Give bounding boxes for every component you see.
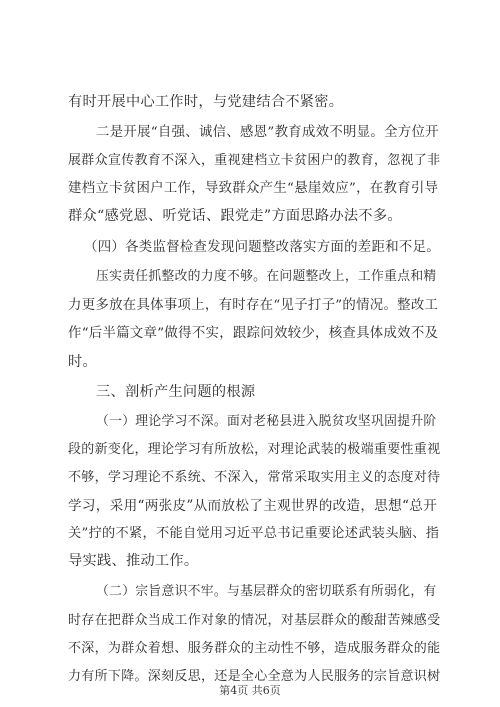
section-heading: 三、剖析产生问题的根源	[96, 384, 256, 400]
body-line: 学习，采用“两张皮”从而放松了主观世界的改造，思想“总开	[68, 498, 438, 514]
body-line: 力有所下降。深刻反思，还是全心全意为人民服务的宗旨意识树	[68, 669, 441, 684]
body-line: 二是开展“自强、诚信、感恩”教育成效不明显。全方位开	[96, 125, 439, 140]
section-heading: （四）各类监督检查发现问题整改落实方面的差距和不足。	[84, 240, 440, 255]
body-line: 不够，学习理论不系统、不深入，常常采取实用主义的态度对待	[68, 470, 441, 485]
body-line: 群众“感党恩、听党话、跟党走”方面思路办法不多。	[68, 208, 402, 224]
body-line: 不深，为群众着想、服务群众的主动性不够，造成服务群众的能	[68, 641, 441, 656]
body-line: 有时开展中心工作时，与党建结合不紧密。	[68, 94, 344, 110]
body-line: 展群众宣传教育不深入，重视建档立卡贫困户的教育，忽视了非	[68, 153, 441, 168]
body-line: 段的新变化，理论学习有所放松，对理论武装的极端重要性重视	[68, 442, 441, 457]
body-line: 关”拧的不紧，不能自觉用习近平总书记重要论述武装头脑、指	[68, 526, 440, 541]
body-line: 时。	[68, 354, 97, 370]
body-line: （一）理论学习不深。面对老秘县进入脱贫攻坚巩固提升阶	[96, 414, 437, 429]
body-line: 力更多放在具体事项上，有时存在“见子打子”的情况。整改工	[68, 298, 439, 313]
body-line: （二）宗旨意识不牢。与基层群众的密切联系有所弱化，有	[96, 584, 437, 599]
body-line: 压实责任抓整改的力度不够。在问题整改上，工作重点和精	[96, 269, 437, 284]
body-line: 建档立卡贫困户工作，导致群众产生“悬崖效应”，在教育引导	[68, 181, 439, 196]
page-footer: 第4页 共6页	[219, 684, 281, 697]
body-line: 导实践、推动工作。	[68, 553, 199, 569]
body-line: 时存在把群众当成工作对象的情况，对基层群众的酸甜苦辣感受	[68, 613, 441, 628]
body-line: 作“后半篇文章”做得不实，跟踪问效较少，核查具体成效不及	[68, 326, 439, 341]
